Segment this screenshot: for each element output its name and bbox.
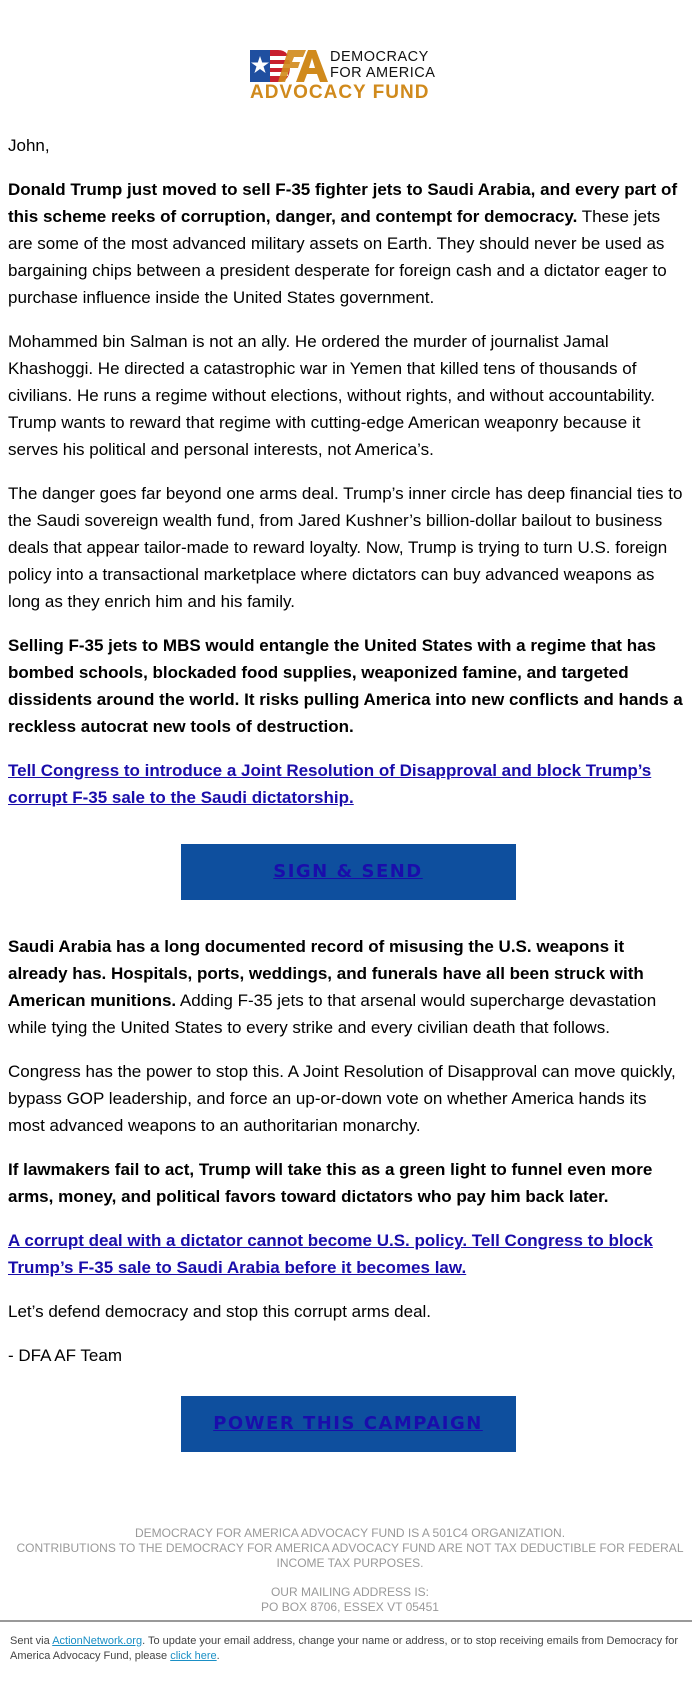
footer-line-1: DEMOCRACY FOR AMERICA ADVOCACY FUND IS A 501C4 ORGANIZATION. [134,1526,566,1540]
power-campaign-wrap [8,1386,688,1485]
email-body [8,132,688,1485]
cta-link-1[interactable]: Tell Congress to introduce a Joint Resolution of Disapproval and block Trump’s corrupt F-35 sale to the Saudi dictatorship. [8,761,652,807]
logo-text-democracy: DEMOCRACY [330,49,429,65]
cta-link-2-para [8,1227,688,1281]
signature: - DFA AF Team [8,1346,123,1365]
footer [0,1526,700,1629]
power-campaign-button[interactable]: POWER THIS CAMPAIGN [181,1396,516,1452]
paragraph-4-bold: Selling F-35 jets to MBS would entangle the United States with a regime that has bombed schools, blockaded food supplies, weaponized famine, and targeted dissidents around the world. It risks pulling America into new conflicts and hands a reckless autocrat new tools of destruction. [8,636,683,736]
unsubscribe-link[interactable]: click here [170,1650,217,1662]
actionnetwork-link[interactable]: ActionNetwork.org [52,1635,143,1647]
sent-prefix: Sent via [10,1635,53,1647]
paragraph-1-bold: Donald Trump just moved to sell F-35 fighter jets to Saudi Arabia, and every part of this scheme reeks of corruption, danger, and contempt for democracy. [8,180,678,226]
paragraph-1-text: These jets are some of the most advanced military assets on Earth. They should never be used as bargaining chips between a president desperate for foreign cash and a dictator eager to purchase influence inside the United States government. [8,207,667,307]
paragraph-2: Mohammed bin Salman is not an ally. He ordered the murder of journalist Jamal Khashoggi. He directed a catastrophic war in Yemen that killed tens of thousands of civilians. He runs a regime without elections, without rights, and without accountability. Trump wants to reward that regime with cutting-edge American weaponry because it serves his political and personal interests, not America’s. [8,332,655,459]
logo-text-for-america: FOR AMERICA [330,65,436,81]
sent-suffix: . [216,1650,220,1662]
dfa-logo-mark-icon [250,50,328,82]
cta-link-2[interactable]: A corrupt deal with a dictator cannot become U.S. policy. Tell Congress to block Trump’s F-35 sale to Saudi Arabia before it becomes law. [8,1231,653,1277]
paragraph-5 [8,933,688,1041]
cta-link-1-para [8,757,688,811]
footer-address-label: OUR MAILING ADDRESS IS: [270,1585,430,1599]
paragraph-3: The danger goes far beyond one arms deal. Trump’s inner circle has deep financial ties to the Saudi sovereign wealth fund, from Jared Kushner’s billion-dollar bailout to business deals that appear tailor-made to reward loyalty. Now, Trump is trying to turn U.S. foreign policy into a transactional marketplace where dictators can buy advanced weapons as long as they enrich him and his family. [8,484,683,611]
sign-send-button[interactable]: SIGN & SEND [181,844,516,900]
footer-address-value: PO BOX 8706, ESSEX VT 05451 [261,1600,439,1614]
logo-text-advocacy-fund: ADVOCACY FUND [250,82,430,103]
paragraph-7 [8,1156,688,1210]
paragraph-7-bold: If lawmakers fail to act, Trump will take this as a green light to funnel even more arms, money, and political favors toward dictators who pay him back later. [8,1160,653,1206]
paragraph-8: Let’s defend democracy and stop this corrupt arms deal. [8,1302,432,1321]
dfa-logo [250,50,445,104]
sign-send-wrap [8,828,688,933]
footer-address [0,1585,700,1615]
footer-legal [0,1526,700,1571]
sent-via-notice [10,1634,690,1664]
paragraph-5-bold: Saudi Arabia has a long documented record of misusing the U.S. weapons it already has. Hospitals, ports, weddings, and funerals have all been struck with American munitions. [8,937,644,1010]
greeting: John, [8,136,50,155]
footer-line-2: CONTRIBUTIONS TO THE DEMOCRACY FOR AMERICA ADVOCACY FUND ARE NOT TAX DEDUCTIBLE FOR FEDERAL INCOME TAX PURPOSES. [16,1541,684,1570]
paragraph-4 [8,632,688,740]
footer-divider [0,1620,692,1622]
paragraph-5-text: Adding F-35 jets to that arsenal would supercharge devastation while tying the United States to every strike and every civilian death that follows. [8,991,657,1037]
sent-middle: . To update your email address, change your name or address, or to stop receiving emails from Democracy for America Advocacy Fund, please [10,1635,679,1662]
paragraph-1 [8,176,688,311]
paragraph-6: Congress has the power to stop this. A Joint Resolution of Disapproval can move quickly, bypass GOP leadership, and force an up-or-down vote on whether America hands its most advanced weapons to an authoritarian monarchy. [8,1062,676,1135]
